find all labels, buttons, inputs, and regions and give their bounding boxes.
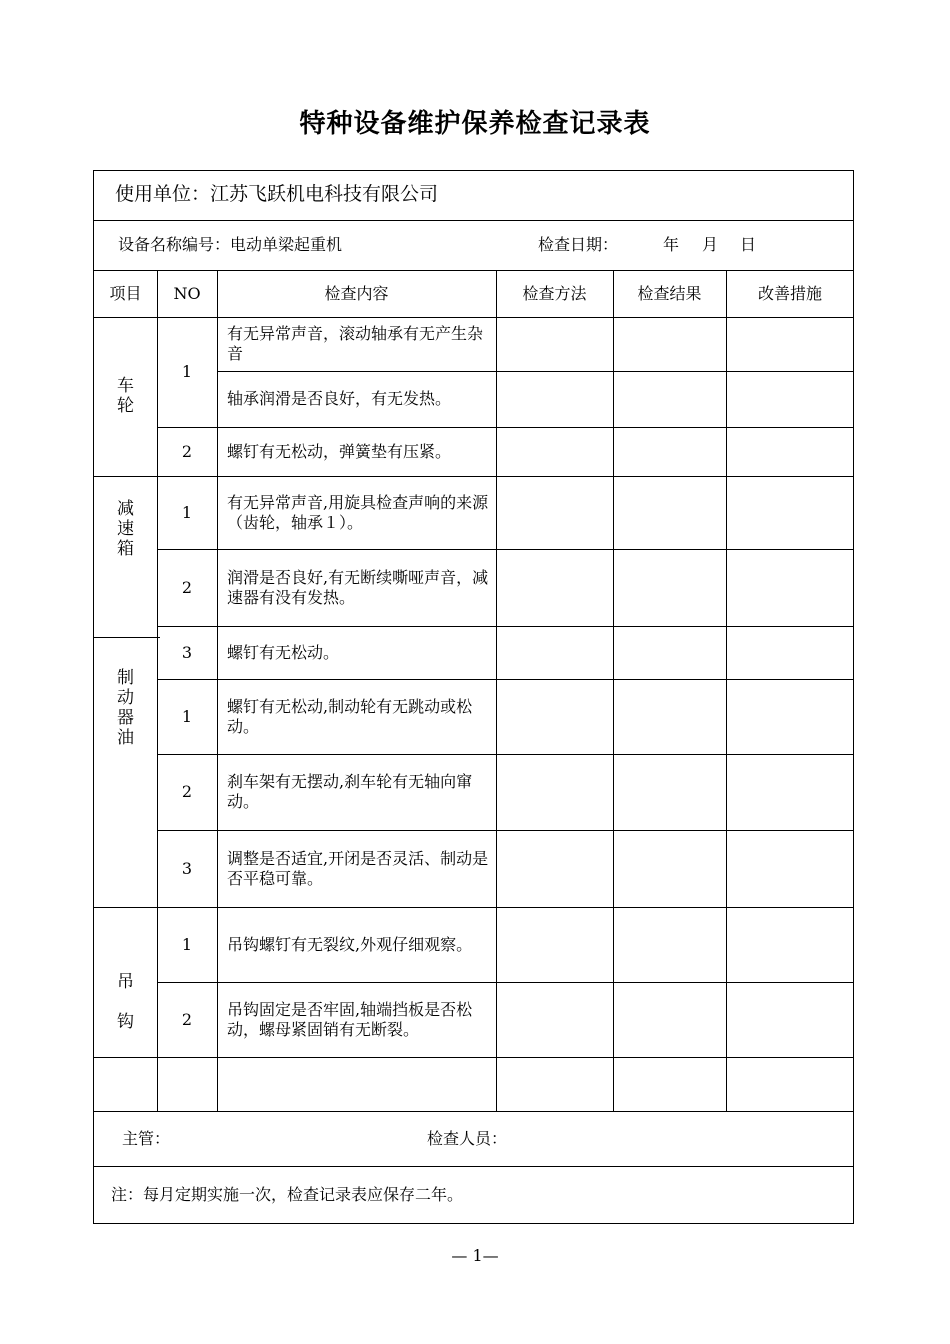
row-no: 1 — [181, 706, 193, 726]
row-no: 1 — [181, 362, 193, 381]
column-divider — [726, 270, 727, 1111]
group-brake — [94, 668, 157, 748]
check-date-label: 检查日期： — [538, 235, 619, 254]
header-content: 检查内容 — [324, 283, 389, 303]
row-content: 螺钉有无松动。 — [227, 642, 340, 662]
date-year: 年 — [663, 235, 680, 254]
row-no: 3 — [181, 642, 193, 662]
group-char: 钩 — [117, 1012, 134, 1032]
row-content: 螺钉有无松动,制动轮有无跳动或松动。 — [227, 696, 473, 736]
row-no: 1 — [181, 934, 193, 954]
group-gearbox — [94, 499, 157, 559]
group-char: 器 — [117, 708, 134, 728]
row-no: 2 — [181, 441, 193, 461]
row-no: 2 — [181, 577, 193, 597]
row-content: 轴承润滑是否良好，有无发热。 — [227, 389, 452, 408]
group-char: 动 — [117, 688, 134, 708]
group-char: 车 — [117, 376, 134, 396]
header-method: 检查方法 — [522, 283, 587, 303]
row-content: 润滑是否良好,有无断续嘶哑声音，减速器有没有发热。 — [227, 567, 489, 607]
note-text: 注：每月定期实施一次，检查记录表应保存二年。 — [111, 1185, 464, 1204]
group-char: 轮 — [117, 396, 134, 416]
group-hook — [94, 962, 157, 1042]
group-divider — [94, 637, 160, 638]
page-number: — 1— — [451, 1246, 499, 1265]
row-divider — [94, 1057, 854, 1058]
row-divider — [94, 220, 854, 221]
supervisor-label: 主管： — [122, 1129, 171, 1148]
row-no: 2 — [181, 782, 193, 801]
inspector-label: 检查人员： — [427, 1129, 508, 1148]
equipment-label: 设备名称编号：电动单梁起重机 — [118, 235, 343, 254]
date-month: 月 — [702, 235, 719, 254]
group-char: 吊 — [117, 972, 134, 992]
row-content: 螺钉有无松动，弹簧垫有压紧。 — [227, 441, 452, 461]
header-result: 检查结果 — [637, 283, 702, 303]
group-char: 速 — [117, 519, 134, 539]
column-divider — [613, 270, 614, 1111]
group-char: 减 — [117, 499, 134, 519]
column-divider — [496, 270, 497, 1111]
header-no: NO — [173, 283, 201, 303]
row-divider — [94, 1166, 854, 1167]
row-content: 吊钩螺钉有无裂纹,外观仔细观察。 — [227, 934, 473, 954]
header-item: 项目 — [109, 283, 142, 303]
row-divider — [94, 1111, 854, 1112]
row-content: 有无异常声音,用旋具检查声响的来源（齿轮，轴承１）。 — [227, 492, 489, 532]
row-content: 有无异常声音，滚动轴承有无产生杂音 — [227, 324, 484, 363]
document-title: 特种设备维护保养检查记录表 — [299, 109, 651, 139]
row-no: 1 — [181, 502, 193, 522]
group-char: 制 — [117, 668, 134, 688]
row-no: 2 — [181, 1009, 193, 1029]
row-content: 吊钩固定是否牢固,轴端挡板是否松动，螺母紧固销有无断裂。 — [227, 999, 473, 1039]
group-wheel — [94, 376, 157, 416]
row-no: 3 — [181, 858, 193, 878]
group-char: 箱 — [117, 539, 134, 559]
header-improvement: 改善措施 — [757, 283, 822, 303]
date-day: 日 — [740, 235, 757, 254]
group-char: 油 — [117, 728, 134, 748]
row-content: 刹车架有无摆动,刹车轮有无轴向窜动。 — [227, 772, 473, 811]
unit-label: 使用单位：江苏飞跃机电科技有限公司 — [115, 183, 439, 205]
row-content: 调整是否适宜,开闭是否灵活、制动是否平稳可靠。 — [227, 848, 489, 888]
inspection-table — [93, 170, 854, 1224]
